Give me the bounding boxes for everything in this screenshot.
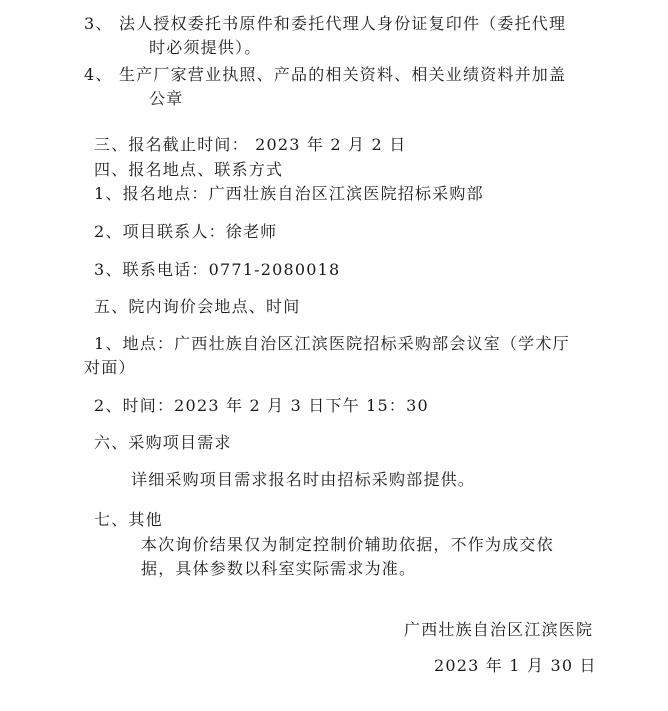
other-body-line1: 本次询价结果仅为制定控制价辅助依据，不作为成交依 bbox=[141, 535, 554, 554]
meeting-time: 2、时间：2023 年 2 月 3 日下午 15：30 bbox=[94, 396, 429, 415]
meeting-location-line1: 1、地点：广西壮族自治区江滨医院招标采购部会议室（学术厅 bbox=[94, 334, 570, 353]
other-body-line2: 据，具体参数以科室实际需求为准。 bbox=[141, 559, 417, 578]
requirement-3-text-line1: 法人授权委托书原件和委托代理人身份证复印件（委托代理 bbox=[119, 14, 567, 33]
registration-deadline-heading: 三、报名截止时间： 2023 年 2 月 2 日 bbox=[94, 135, 407, 154]
requirement-3-text-line2: 时必须提供）。 bbox=[149, 38, 262, 57]
signature-date: 2023 年 1 月 30 日 bbox=[434, 656, 597, 675]
signature-organization: 广西壮族自治区江滨医院 bbox=[404, 620, 594, 639]
requirement-4-number: 4、 bbox=[84, 65, 113, 84]
requirement-4-text-line2: 公章 bbox=[149, 89, 184, 108]
requirement-4-text-line1: 生产厂家营业执照、产品的相关资料、相关业绩资料并加盖 bbox=[119, 65, 567, 84]
inquiry-meeting-heading: 五、院内询价会地点、时间 bbox=[94, 297, 301, 316]
meeting-location-line2: 对面） bbox=[84, 358, 136, 377]
procurement-requirements-heading: 六、采购项目需求 bbox=[94, 433, 232, 452]
registration-location-heading: 四、报名地点、联系方式 bbox=[94, 160, 284, 179]
requirement-3-number: 3、 bbox=[84, 14, 113, 33]
other-heading: 七、其他 bbox=[94, 510, 163, 529]
contact-phone: 3、联系电话：0771-2080018 bbox=[94, 260, 341, 279]
registration-location: 1、报名地点：广西壮族自治区江滨医院招标采购部 bbox=[94, 184, 484, 203]
procurement-requirements-body: 详细采购项目需求报名时由招标采购部提供。 bbox=[131, 470, 476, 489]
project-contact: 2、项目联系人：徐老师 bbox=[94, 222, 278, 241]
